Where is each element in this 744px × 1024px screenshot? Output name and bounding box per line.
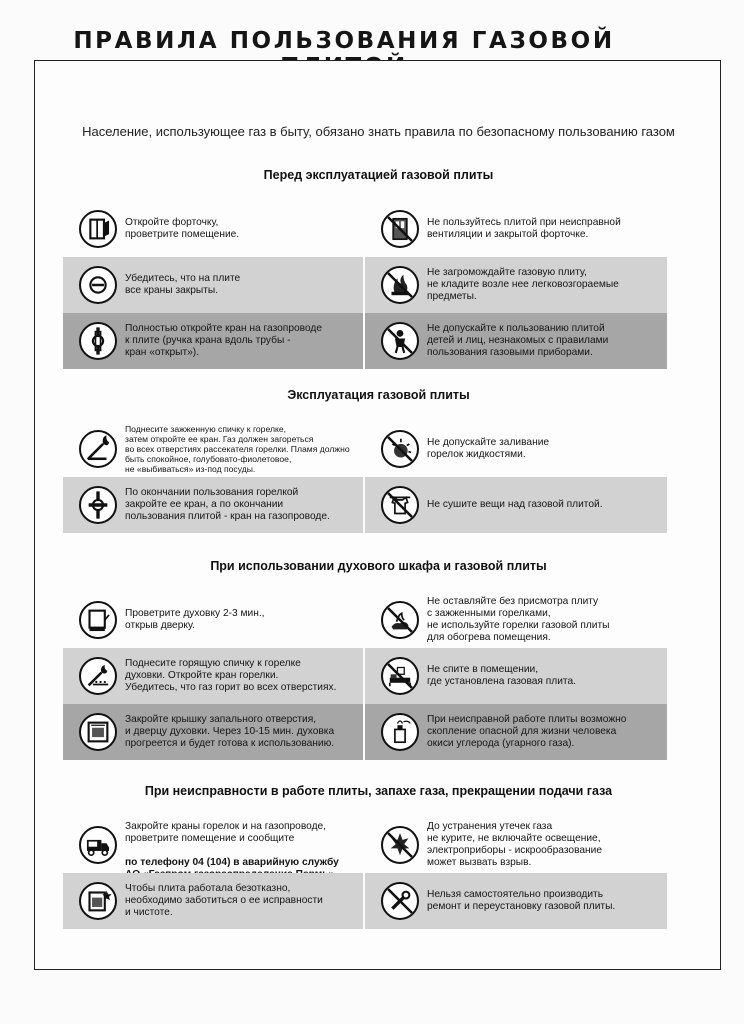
rule-call-emergency (63, 817, 363, 873)
rule-text: Нельзя самостоятельно производить ремонт и переустановку газовой плиты. (427, 889, 616, 912)
valve-closed-icon (79, 266, 117, 304)
rule-no-self-repair (365, 873, 667, 929)
no-smoking-no-switch-icon (381, 826, 419, 864)
no-liquid-spill-icon (381, 430, 419, 468)
no-children-icon (381, 322, 419, 360)
rule-text: Не оставляйте без присмотра плиту с зажженными горелками, не используйте горелки газовой плиты для обогрева помещения. (427, 596, 610, 643)
rule-text: Не сушите вещи над газовой плитой. (427, 499, 603, 510)
section-heading-operation: Эксплуатация газовой плиты (287, 388, 470, 402)
rule-text: Поднесите зажженную спичку к горелке, затем откройте ее кран. Газ должен загореться во всех отверстиях рассекателя горелки. Пламя должно быть спокойное, голубовато-фиолетовое, не «выбиваться» из-под посуды. (125, 424, 350, 474)
rule-text: Не допускайте к пользованию плитой детей и лиц, незнакомых с правилами пользования газовыми приборами. (427, 323, 609, 358)
rule-ignite-oven (63, 648, 363, 704)
rule-text: При неисправной работе плиты возможно скопление опасной для жизни человека окиси углерода (угарного газа). (427, 714, 627, 749)
oven-closed-icon (79, 713, 117, 751)
oven-open-icon (79, 601, 117, 639)
rule-text: Не загромождайте газовую плиту, не кладите возле нее легковозгораемые предметы. (427, 267, 619, 302)
stove-clean-icon (79, 882, 117, 920)
rule-ignite-burner (63, 421, 363, 477)
oven-ignite-icon (79, 657, 117, 695)
no-heating-icon (381, 601, 419, 639)
no-closed-window-icon (381, 210, 419, 248)
rule-text: Не спите в помещении, где установлена газовая плита. (427, 664, 576, 687)
rule-text: Убедитесь, что на плите все краны закрыты. (125, 273, 241, 296)
rule-check-valves-closed (63, 257, 363, 313)
rule-text-regular: Закройте краны горелок и на газопроводе, проветрите помещение и сообщите (125, 821, 327, 844)
rule-no-sleeping (365, 648, 667, 704)
pipe-valve-open-icon (79, 322, 117, 360)
rule-carbon-monoxide (365, 704, 667, 760)
rule-no-liquid-spill (365, 421, 667, 477)
match-flame-icon (79, 430, 117, 468)
subtitle: Население, использующее газ в быту, обязано знать правила по безопасному пользованию газом (82, 124, 675, 139)
rule-text: По окончании пользования горелкой закройте ее кран, а по окончании пользования плитой - кран на газопроводе. (125, 487, 330, 522)
rule-close-oven (63, 704, 363, 760)
rule-text: Полностью откройте кран на газопроводе к плите (ручка крана вдоль трубы - кран «открыт»). (125, 323, 323, 358)
rule-text: Не допускайте заливание горелок жидкостями. (427, 437, 550, 460)
rule-text: Поднесите горящую спичку к горелке духовки. Откройте кран горелки. Убедитесь, что газ горит во всех отверстиях. (125, 658, 337, 693)
section-heading-before-use: Перед эксплуатацией газовой плиты (263, 168, 494, 182)
rule-text: Откройте форточку, проветрите помещение. (125, 217, 240, 240)
section-heading-malfunction: При неисправности в работе плиты, запахе газа, прекращении подачи газа (144, 784, 613, 798)
rule-open-pipe-valve (63, 313, 363, 369)
section-heading-oven: При использовании духового шкафа и газовой плиты (210, 559, 547, 573)
rule-no-children (365, 313, 667, 369)
no-flammables-icon (381, 266, 419, 304)
rule-open-window (63, 201, 363, 257)
no-self-repair-icon (381, 882, 419, 920)
pipe-valve-close-icon (79, 486, 117, 524)
emergency-truck-icon (79, 826, 117, 864)
rule-close-burner-valve (63, 477, 363, 533)
rule-keep-stove-clean (63, 873, 363, 929)
rule-text: Не пользуйтесь плитой при неисправной вентиляции и закрытой форточке. (427, 217, 621, 240)
carbon-monoxide-icon (381, 713, 419, 751)
rule-text: До устранения утечек газа не курите, не включайте освещение, электроприборы - искрообразование может вызвать взрыв. (427, 821, 603, 868)
window-vent-icon (79, 210, 117, 248)
rule-text: Проветрите духовку 2-3 мин., открыв дверку. (125, 608, 265, 631)
rule-no-smoking-no-switch (365, 817, 667, 873)
rule-no-heating (365, 592, 667, 648)
poster-frame (34, 60, 721, 970)
rule-text (125, 817, 359, 873)
rule-text: Чтобы плита работала безотказно, необходимо заботиться о ее исправности и чистоте. (125, 883, 323, 918)
rule-no-drying-clothes (365, 477, 667, 533)
no-drying-clothes-icon (381, 486, 419, 524)
rule-ventilate-oven (63, 592, 363, 648)
rule-no-flammables (365, 257, 667, 313)
no-sleeping-icon (381, 657, 419, 695)
rule-no-closed-window (365, 201, 667, 257)
emergency-phone-text: по телефону 04 (104) в аварийную службу (125, 857, 339, 868)
page-title: ПРАВИЛА ПОЛЬЗОВАНИЯ ГАЗОВОЙ (73, 28, 615, 54)
rule-text: Закройте крышку запального отверстия, и дверцу духовки. Через 10-15 мин. духовка прогреется и будет готова к использованию. (125, 714, 335, 749)
